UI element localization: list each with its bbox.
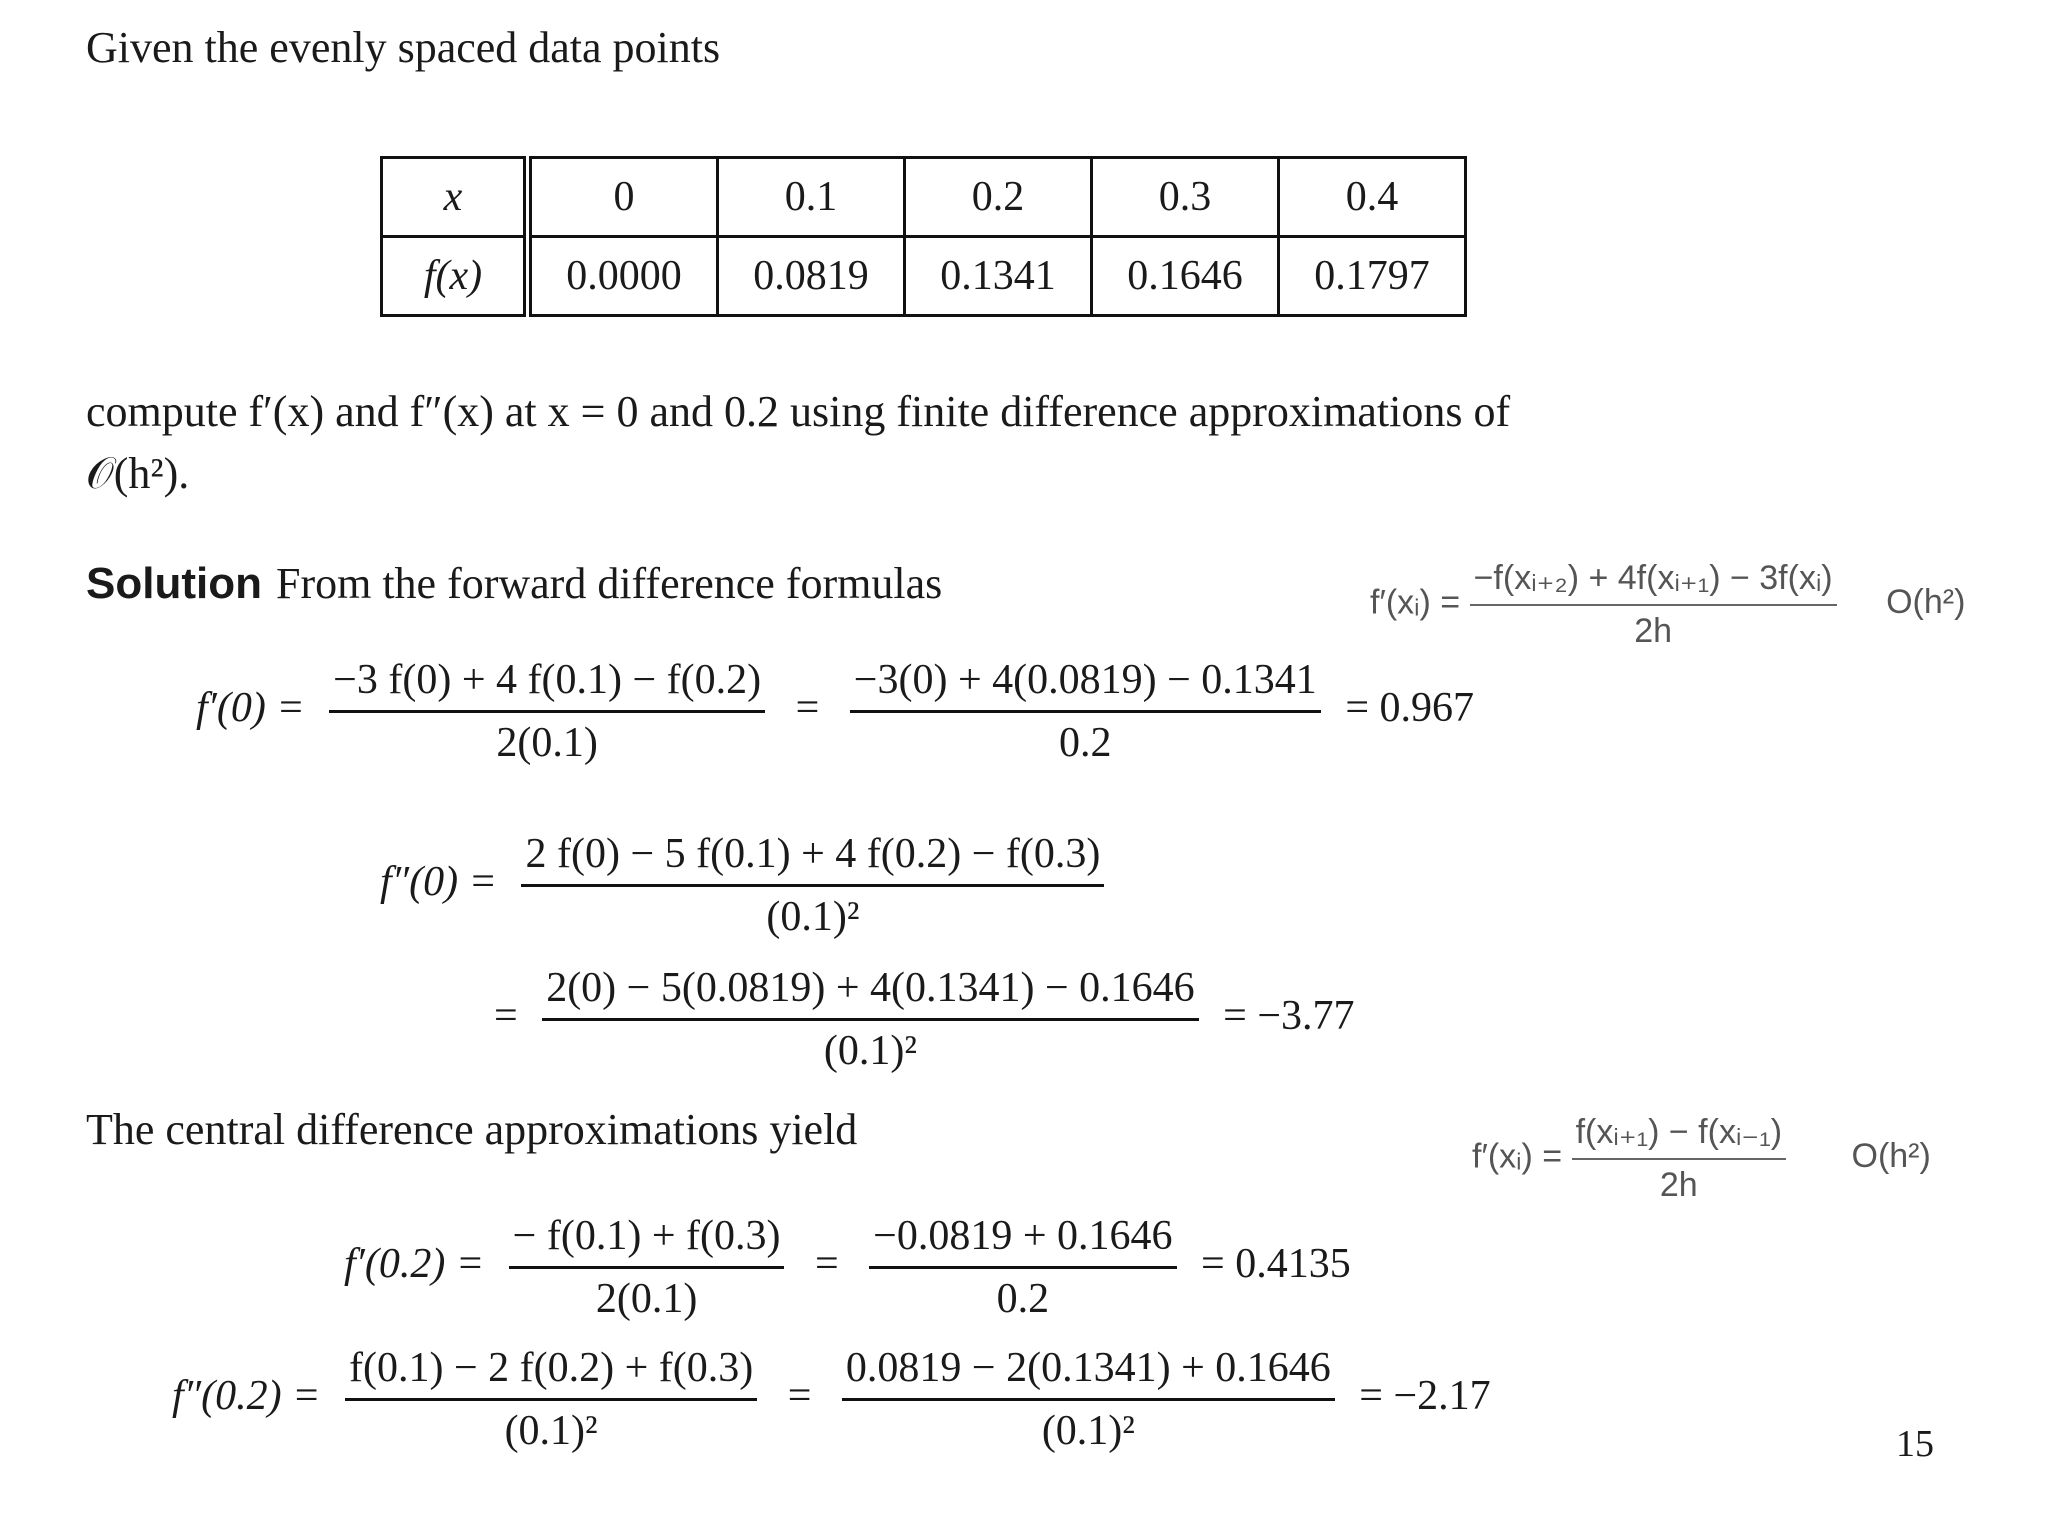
eq-denominator: (0.1)²	[1041, 1408, 1135, 1454]
equation-forward-first-derivative	[196, 656, 1474, 767]
side-lhs: f′(xᵢ) =	[1370, 583, 1461, 622]
table-header-x: x	[382, 158, 528, 237]
equation-central-first-derivative	[344, 1212, 1351, 1323]
side-numerator: f(xᵢ₊₁) − f(xᵢ₋₁)	[1575, 1113, 1783, 1151]
eq-fraction	[869, 1212, 1176, 1323]
table-cell: 0.0000	[528, 237, 718, 316]
table-cell: 0.0819	[718, 237, 905, 316]
solution-line	[86, 556, 942, 612]
table-cell: 0.4	[1279, 158, 1466, 237]
eq-denominator: (0.1)²	[823, 1028, 917, 1074]
side-order: O(h²)	[1886, 583, 1966, 622]
eq-denominator: 0.2	[996, 1276, 1050, 1322]
side-lhs: f′(xᵢ) =	[1472, 1137, 1563, 1176]
eq-lhs: f′(0) =	[196, 685, 305, 732]
solution-label: Solution	[86, 559, 262, 608]
central-difference-formula	[1472, 1112, 1931, 1205]
table-row-x	[382, 158, 1466, 237]
data-table	[380, 156, 1467, 317]
eq-equals: =	[787, 1373, 812, 1420]
page-number: 15	[1896, 1423, 1934, 1465]
problem-line-1: compute f′(x) and f″(x) at x = 0 and 0.2 using finite difference approximations of	[86, 387, 1511, 436]
eq-fraction	[521, 830, 1104, 941]
eq-denominator: 0.2	[1059, 720, 1112, 766]
table-cell: 0.1797	[1279, 237, 1466, 316]
eq-fraction	[542, 964, 1198, 1075]
side-fraction	[1470, 558, 1837, 651]
eq-numerator: 0.0819 − 2(0.1341) + 0.1646	[845, 1345, 1331, 1391]
equation-forward-second-derivative	[380, 830, 1104, 941]
side-order: O(h²)	[1851, 1137, 1931, 1176]
eq-numerator: −3 f(0) + 4 f(0.1) − f(0.2)	[333, 657, 762, 703]
eq-result: = 0.967	[1345, 685, 1474, 732]
eq-denominator: (0.1)²	[766, 894, 860, 940]
side-denominator: 2h	[1634, 612, 1673, 650]
forward-difference-formula	[1370, 558, 1965, 651]
eq-fraction	[345, 1344, 757, 1455]
table-row-fx	[382, 237, 1466, 316]
eq-lhs: f′(0.2) =	[344, 1241, 485, 1288]
table-cell: 0.3	[1092, 158, 1279, 237]
central-text: The central difference approximations yield	[86, 1105, 858, 1154]
eq-numerator: f(0.1) − 2 f(0.2) + f(0.3)	[348, 1345, 754, 1391]
table-cell: 0	[528, 158, 718, 237]
solution-text: From the forward difference formulas	[275, 559, 943, 608]
problem-line-2: 𝒪(h²).	[86, 449, 190, 498]
eq-numerator: −0.0819 + 0.1646	[873, 1213, 1173, 1259]
eq-denominator: 2(0.1)	[496, 720, 598, 766]
eq-numerator: −3(0) + 4(0.0819) − 0.1341	[853, 657, 1317, 703]
eq-equals: =	[814, 1241, 839, 1288]
eq-result: = −3.77	[1223, 993, 1355, 1040]
eq-denominator: 2(0.1)	[595, 1276, 698, 1322]
eq-equals: =	[795, 685, 820, 732]
side-numerator: −f(xᵢ₊₂) + 4f(xᵢ₊₁) − 3f(xᵢ)	[1473, 559, 1833, 597]
eq-lhs: f″(0) =	[380, 859, 497, 906]
table-cell: 0.1341	[905, 237, 1092, 316]
eq-fraction	[842, 1344, 1335, 1455]
eq-numerator: 2 f(0) − 5 f(0.1) + 4 f(0.2) − f(0.3)	[525, 831, 1101, 877]
table-cell: 0.1	[718, 158, 905, 237]
table-header-fx: f(x)	[382, 237, 528, 316]
eq-result: = 0.4135	[1201, 1241, 1351, 1288]
eq-numerator: 2(0) − 5(0.0819) + 4(0.1341) − 0.1646	[546, 965, 1195, 1011]
eq-result: = −2.17	[1359, 1373, 1491, 1420]
eq-lhs: f″(0.2) =	[172, 1373, 321, 1420]
eq-fraction	[329, 656, 765, 767]
side-fraction	[1572, 1112, 1786, 1205]
eq-fraction	[509, 1212, 785, 1323]
intro-text: Given the evenly spaced data points	[86, 23, 721, 72]
eq-fraction	[850, 656, 1321, 767]
table-cell: 0.2	[905, 158, 1092, 237]
side-denominator: 2h	[1659, 1166, 1698, 1204]
eq-denominator: (0.1)²	[504, 1408, 598, 1454]
eq-numerator: − f(0.1) + f(0.3)	[512, 1213, 781, 1259]
eq-lhs: =	[494, 993, 518, 1040]
equation-central-second-derivative	[172, 1344, 1491, 1455]
table-cell: 0.1646	[1092, 237, 1279, 316]
equation-forward-second-derivative-result	[494, 964, 1355, 1075]
